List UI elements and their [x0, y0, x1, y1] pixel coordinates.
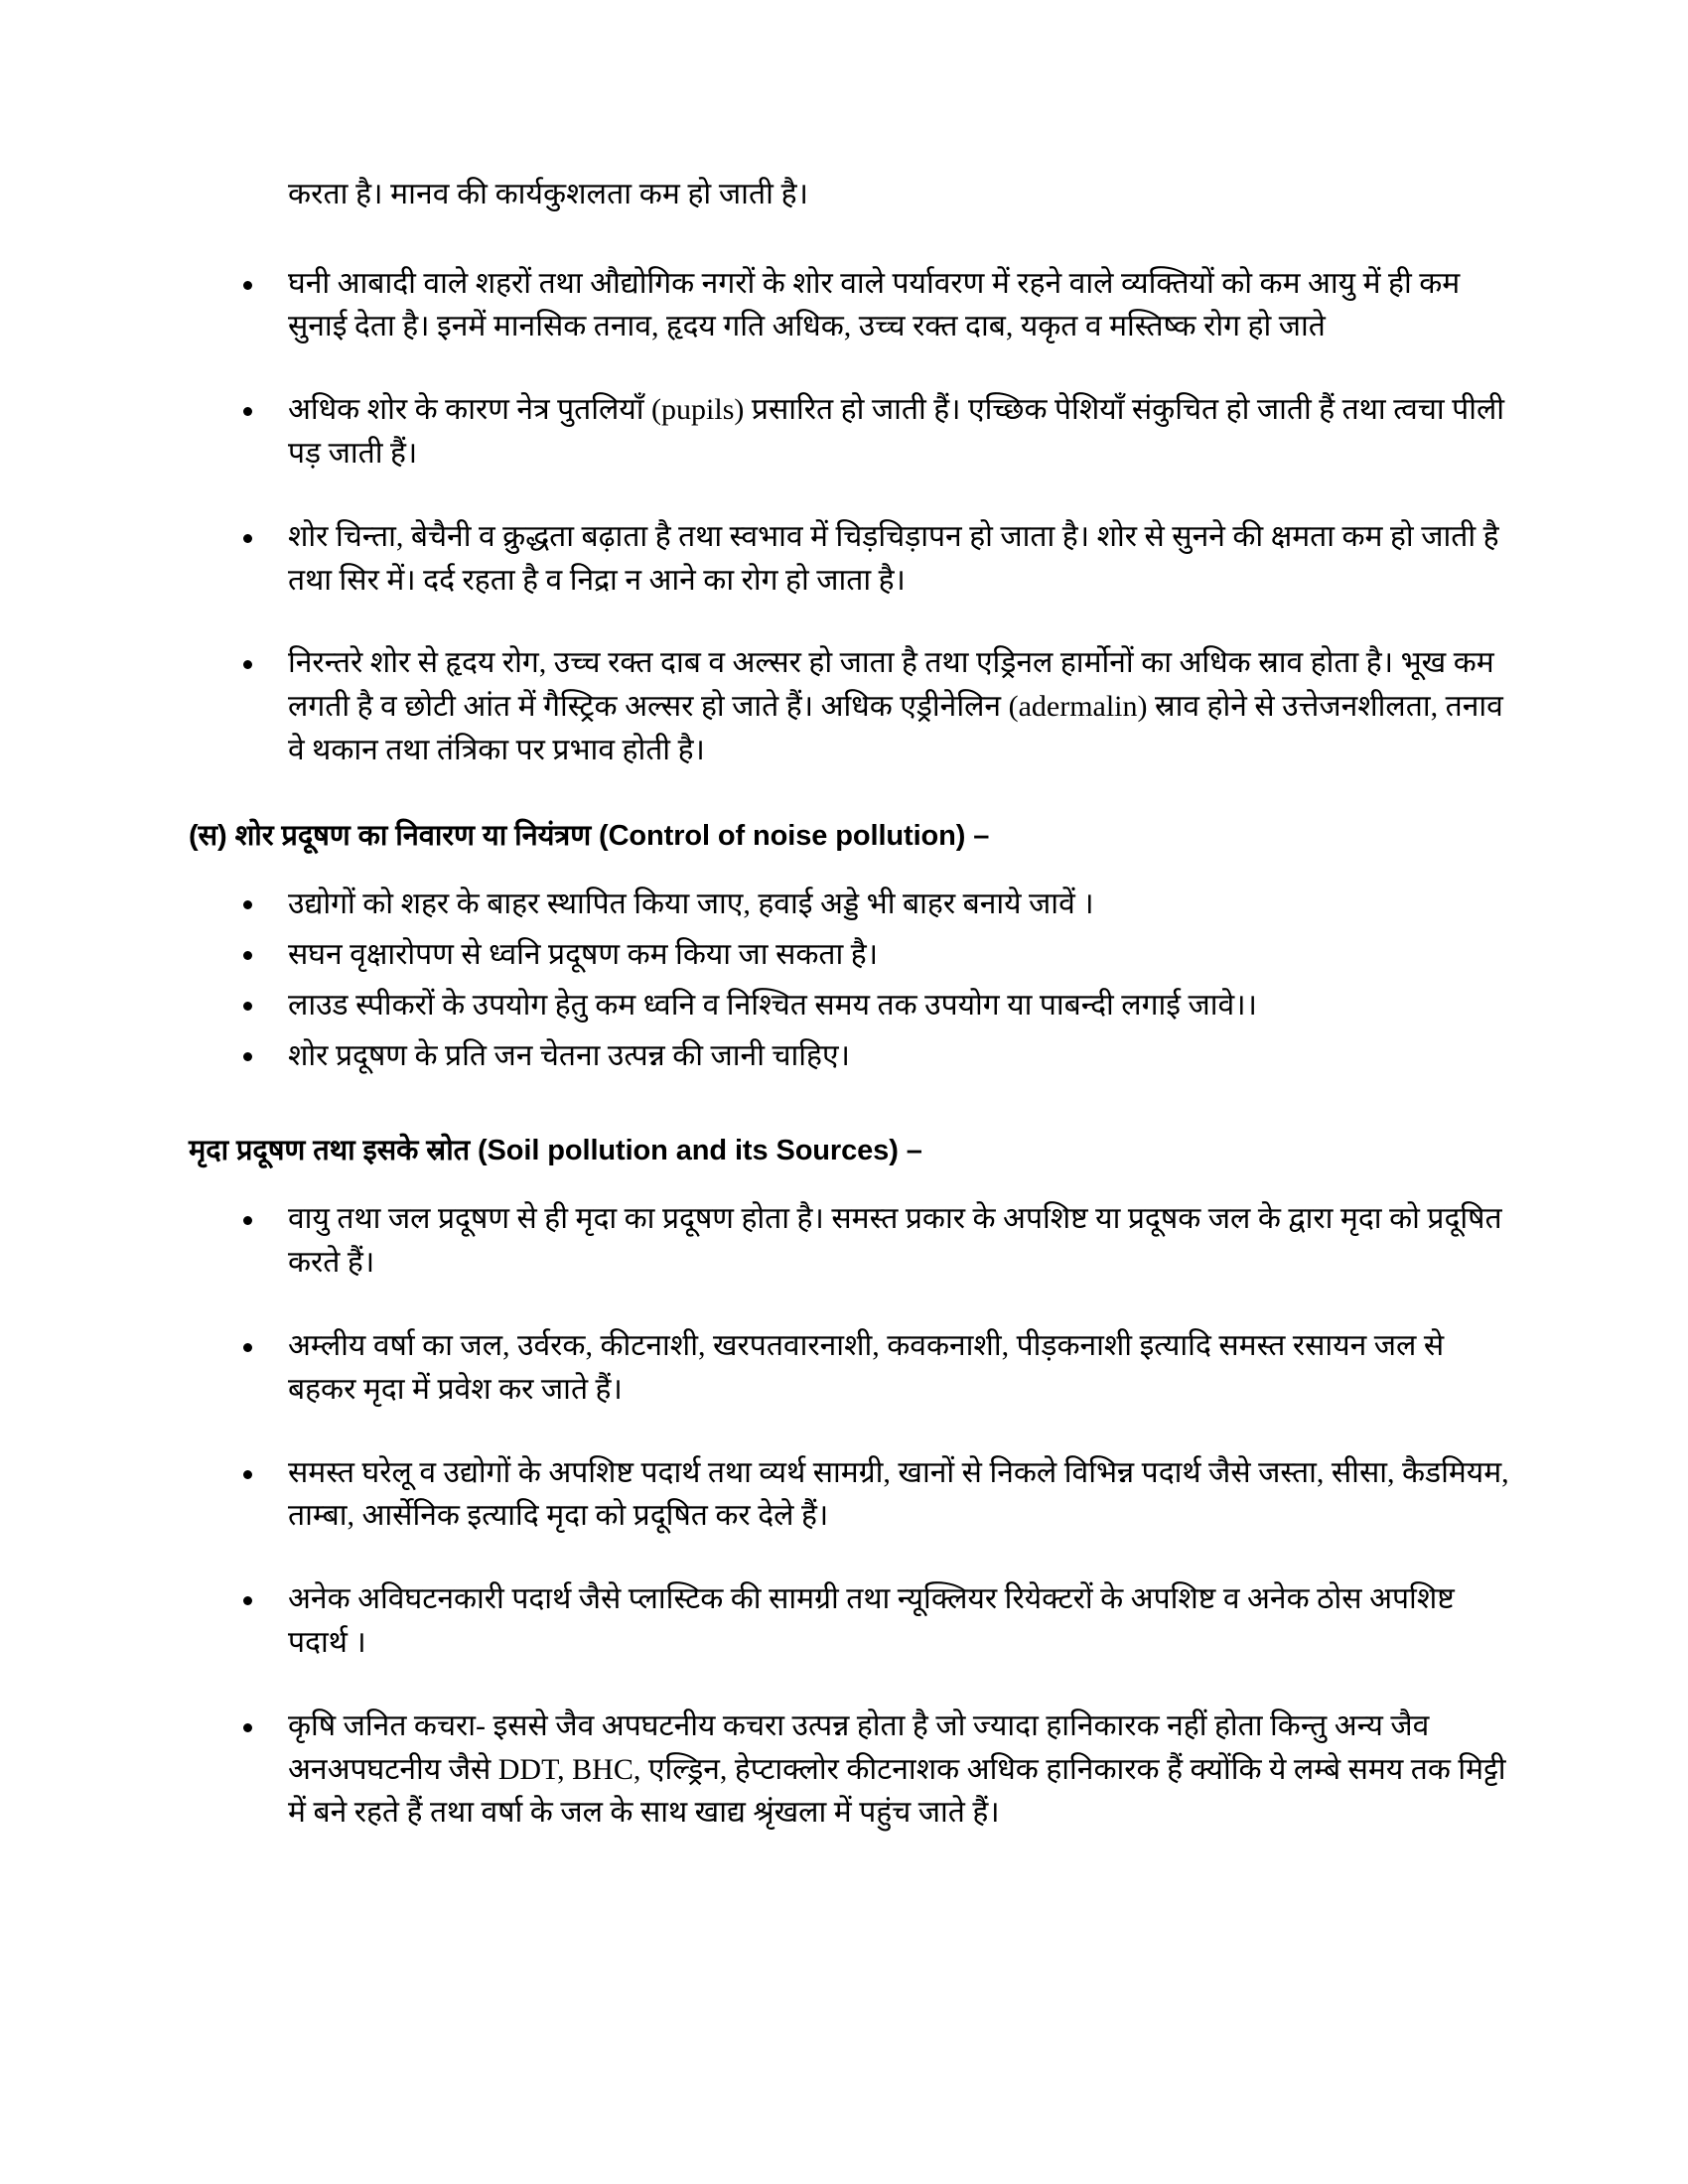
- list-item: उद्योगों को शहर के बाहर स्थापित किया जाए, हवाई अड्डे भी बाहर बनाये जावें ।: [189, 883, 1514, 926]
- list-item: शोर प्रदूषण के प्रति जन चेतना उत्पन्न की जानी चाहिए।: [189, 1034, 1514, 1078]
- noise-effects-list: [189, 262, 1514, 772]
- list-item: लाउड स्पीकरों के उपयोग हेतु कम ध्वनि व निश्चित समय तक उपयोग या पाबन्दी लगाई जावे।।: [189, 984, 1514, 1027]
- list-item: अनेक अविघटनकारी पदार्थ जैसे प्लास्टिक की सामग्री तथा न्यूक्लियर रियेक्टरों के अपशिष्ट व अनेक ठोस अपशिष्ट पदार्थ ।: [189, 1577, 1514, 1665]
- soil-pollution-list: [189, 1197, 1514, 1835]
- list-item: निरन्तरे शोर से हृदय रोग, उच्च रक्त दाब व अल्सर हो जाता है तथा एड्रिनल हार्मोनों का अधिक स्राव होता है। भूख कम लगती है व छोटी आंत में गैस्ट्रिक अल्सर हो जाते हैं। अधिक एड्रीनेलिन (adermalin) स्राव होने से उत्तेजनशीलता, तनाव वे थकान तथा तंत्रिका पर प्रभाव होती है।: [189, 641, 1514, 771]
- list-item: कृषि जनित कचरा- इससे जैव अपघटनीय कचरा उत्पन्न होता है जो ज्यादा हानिकारक नहीं होता किन्तु अन्य जैव अनअपघटनीय जैसे DDT, BHC, एल्ड्रिन, हेप्टाक्लोर कीटनाशक अधिक हानिकारक हैं क्योंकि ये लम्बे समय तक मिट्टी में बने रहते हैं तथा वर्षा के जल के साथ खाद्य श्रृंखला में पहुंच जाते हैं।: [189, 1705, 1514, 1835]
- list-item: समस्त घरेलू व उद्योगों के अपशिष्ट पदार्थ तथा व्यर्थ सामग्री, खानों से निकले विभिन्न पदार्थ जैसे जस्ता, सीसा, कैडमियम, ताम्बा, आर्सेनिक इत्यादि मृदा को प्रदूषित कर देले हैं।: [189, 1451, 1514, 1539]
- list-item: घनी आबादी वाले शहरों तथा औद्योगिक नगरों के शोर वाले पर्यावरण में रहने वाले व्यक्तियों को कम आयु में ही कम सुनाई देता है। इनमें मानसिक तनाव, हृदय गति अधिक, उच्च रक्त दाब, यकृत व मस्तिष्क रोग हो जाते: [189, 262, 1514, 349]
- noise-control-list: [189, 883, 1514, 1077]
- section-heading-soil-pollution: मृदा प्रदूषण तथा इसके स्रोत (Soil pollution and its Sources) –: [189, 1134, 922, 1166]
- continuation-paragraph: करता है। मानव की कार्यकुशलता कम हो जाती है।: [288, 178, 809, 210]
- list-item: अधिक शोर के कारण नेत्र पुतलियाँ (pupils) प्रसारित हो जाती हैं। एच्छिक पेशियाँ संकुचित हो जाती हैं तथा त्वचा पीली पड़ जाती हैं।: [189, 388, 1514, 476]
- list-item: अम्लीय वर्षा का जल, उर्वरक, कीटनाशी, खरपतवारनाशी, कवकनाशी, पीड़कनाशी इत्यादि समस्त रसायन जल से बहकर मृदा में प्रवेश कर जाते हैं।: [189, 1324, 1514, 1412]
- list-item: वायु तथा जल प्रदूषण से ही मृदा का प्रदूषण होता है। समस्त प्रकार के अपशिष्ट या प्रदूषक जल के द्वारा मृदा को प्रदूषित करते हैं।: [189, 1197, 1514, 1285]
- list-item: सघन वृक्षारोपण से ध्वनि प्रदूषण कम किया जा सकता है।: [189, 933, 1514, 977]
- section-heading-noise-control: (स) शोर प्रदूषण का निवारण या नियंत्रण (Control of noise pollution) –: [189, 819, 990, 852]
- list-item: शोर चिन्ता, बेचैनी व क्रुद्धता बढ़ाता है तथा स्वभाव में चिड़चिड़ापन हो जाता है। शोर से सुनने की क्षमता कम हो जाती है तथा सिर में। दर्द रहता है व निद्रा न आने का रोग हो जाता है।: [189, 515, 1514, 603]
